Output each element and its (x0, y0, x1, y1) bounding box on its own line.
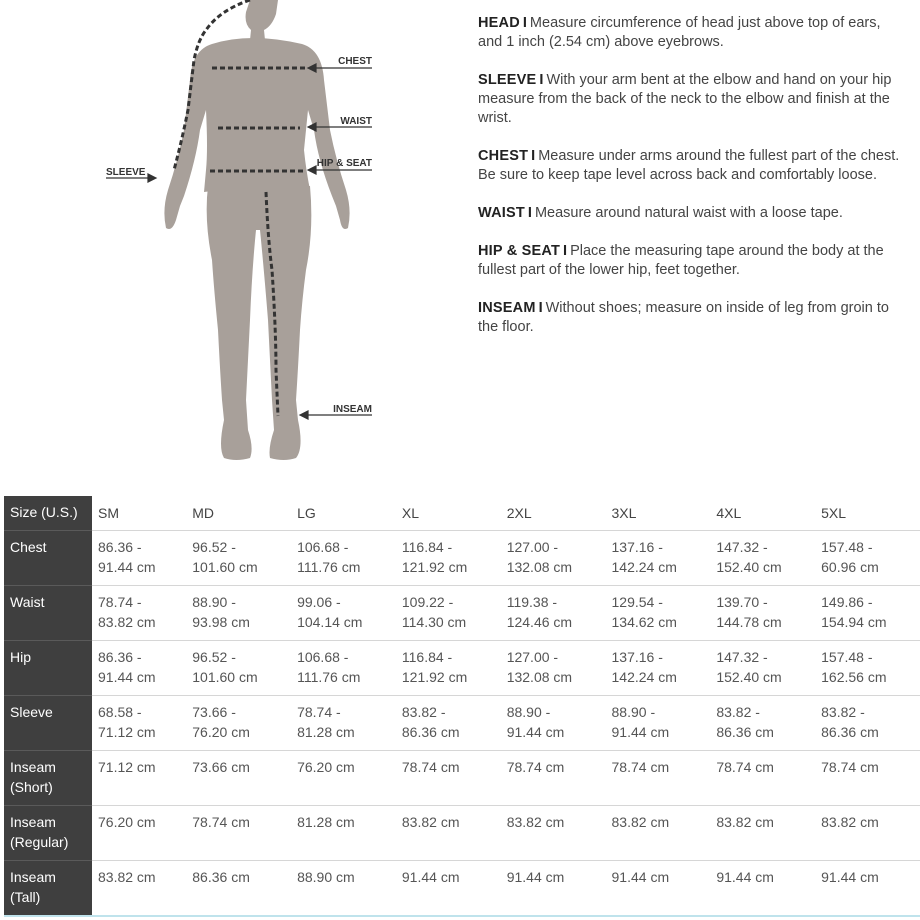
cell-line: 83.82 cm (98, 614, 156, 630)
cell-line: 121.92 cm (401, 669, 468, 685)
cell-line: 149.86 - (821, 594, 873, 610)
table-cell (815, 586, 920, 641)
cell-line: 154.94 cm (821, 614, 887, 630)
cell-line: 91.44 cm (821, 869, 879, 885)
table-cell (291, 696, 396, 751)
cell-line: 147.32 - (716, 649, 768, 665)
cell-line: 91.44 cm (506, 724, 565, 740)
table-row (4, 696, 920, 751)
instruction-separator: I (527, 205, 532, 221)
table-cell (501, 641, 606, 696)
instruction-title: HIP & SEAT (478, 243, 561, 259)
cell-line: 71.12 cm (98, 759, 156, 775)
cell-line: 86.36 cm (401, 724, 460, 740)
instruction-separator: I (563, 243, 568, 259)
hip-seat-label: HIP & SEAT (316, 158, 372, 169)
cell-line: 86.36 cm (192, 869, 250, 885)
cell-line: 127.00 - (506, 649, 559, 665)
cell-line: 119.38 - (506, 594, 558, 610)
cell-line: 81.28 cm (297, 724, 355, 740)
instruction-chest (478, 147, 908, 185)
size-header-5xl: 5XL (815, 496, 920, 531)
cell-line: 78.74 cm (192, 814, 250, 830)
row-label-line: (Tall) (10, 889, 41, 905)
row-label-line: Inseam (10, 814, 56, 830)
cell-line: 86.36 cm (821, 724, 879, 740)
cell-line: 83.82 cm (716, 814, 774, 830)
cell-line: 86.36 - (98, 539, 142, 555)
table-cell (815, 641, 920, 696)
table-row (4, 586, 920, 641)
cell-line: 93.98 cm (192, 614, 250, 630)
size-header-2xl: 2XL (501, 496, 606, 531)
table-cell (92, 751, 186, 806)
cell-line: 83.82 - (401, 704, 446, 720)
cell-line: 81.28 cm (297, 814, 355, 830)
cell-line: 157.48 - (821, 649, 873, 665)
table-cell (710, 751, 815, 806)
size-header-row (4, 496, 920, 531)
cell-line: 91.44 cm (98, 669, 156, 685)
row-label-line: (Short) (10, 779, 53, 795)
cell-line: 134.62 cm (611, 614, 677, 630)
cell-line: 76.20 cm (98, 814, 156, 830)
instruction-title: WAIST (478, 205, 525, 221)
cell-line: 88.90 - (611, 704, 656, 720)
table-cell (710, 641, 815, 696)
table-cell (606, 641, 711, 696)
table-cell (396, 641, 501, 696)
row-label (4, 531, 92, 586)
cell-line: 99.06 - (297, 594, 341, 610)
table-cell (501, 861, 606, 916)
instruction-separator: I (531, 148, 536, 164)
row-label (4, 861, 92, 916)
cell-line: 96.52 - (192, 649, 236, 665)
table-cell (291, 751, 396, 806)
cell-line: 121.92 cm (401, 559, 468, 575)
row-label-line: Inseam (10, 759, 56, 775)
waist-label: WAIST (340, 116, 372, 127)
cell-line: 83.82 cm (821, 814, 879, 830)
instruction-title: CHEST (478, 148, 529, 164)
cell-line: 91.44 cm (716, 869, 774, 885)
instruction-text: Measure under arms around the fullest part of the chest. Be sure to keep tape level across back and comfortably loose. (478, 148, 900, 183)
table-cell (92, 641, 186, 696)
table-cell (396, 751, 501, 806)
row-label (4, 806, 92, 861)
size-header-md: MD (186, 496, 291, 531)
cell-line: 137.16 - (611, 649, 663, 665)
table-cell (501, 806, 606, 861)
table-cell (186, 696, 291, 751)
table-cell (186, 751, 291, 806)
table-cell (291, 586, 396, 641)
row-label-line: (Regular) (10, 834, 69, 850)
size-chart-table (4, 496, 920, 917)
table-cell (710, 531, 815, 586)
cell-line: 139.70 - (716, 594, 768, 610)
table-cell (396, 531, 501, 586)
table-cell (291, 531, 396, 586)
cell-line: 86.36 - (98, 649, 142, 665)
instruction-text: Place the measuring tape around the body at the fullest part of the lower hip, feet together. (478, 243, 884, 278)
table-cell (606, 806, 711, 861)
table-cell (92, 696, 186, 751)
cell-line: 73.66 cm (192, 759, 250, 775)
body-measurement-figure (100, 0, 390, 470)
instruction-title: SLEEVE (478, 72, 537, 88)
table-cell (815, 751, 920, 806)
cell-line: 111.76 cm (297, 559, 361, 575)
cell-line: 71.12 cm (98, 724, 156, 740)
row-label-line: Hip (10, 649, 32, 665)
table-cell (92, 531, 186, 586)
instruction-separator: I (539, 72, 544, 88)
cell-line: 152.40 cm (716, 559, 782, 575)
cell-line: 91.44 cm (611, 869, 670, 885)
cell-line: 129.54 - (611, 594, 663, 610)
table-cell (396, 586, 501, 641)
cell-line: 78.74 - (297, 704, 341, 720)
cell-line: 142.24 cm (611, 669, 677, 685)
hip-arrowhead (308, 166, 316, 174)
table-row (4, 751, 920, 806)
table-row (4, 531, 920, 586)
table-cell (501, 531, 606, 586)
table-cell (815, 806, 920, 861)
table-cell (92, 586, 186, 641)
inseam-arrowhead (300, 411, 308, 419)
table-cell (710, 806, 815, 861)
cell-line: 83.82 cm (611, 814, 670, 830)
instruction-text: With your arm bent at the elbow and hand on your hip measure from the back of the neck to the elbow and finish at the wrist. (478, 72, 892, 126)
cell-line: 83.82 - (821, 704, 865, 720)
instruction-text: Measure circumference of head just above top of ears, and 1 inch (2.54 cm) above eyebrows. (478, 15, 881, 50)
table-cell (396, 696, 501, 751)
table-cell (291, 861, 396, 916)
cell-line: 127.00 - (506, 539, 559, 555)
row-label-line: Inseam (10, 869, 56, 885)
cell-line: 144.78 cm (716, 614, 782, 630)
cell-line: 104.14 cm (297, 614, 363, 630)
table-cell (710, 861, 815, 916)
table-cell (606, 751, 711, 806)
cell-line: 68.58 - (98, 704, 142, 720)
cell-line: 147.32 - (716, 539, 768, 555)
table-cell (186, 641, 291, 696)
body-silhouette-illustration (100, 0, 390, 470)
cell-line: 106.68 - (297, 539, 349, 555)
cell-line: 88.90 - (192, 594, 236, 610)
sleeve-arrowhead (148, 174, 156, 182)
table-cell (186, 531, 291, 586)
instruction-separator: I (522, 15, 527, 31)
cell-line: 142.24 cm (611, 559, 677, 575)
instruction-inseam (478, 299, 908, 337)
table-cell (186, 806, 291, 861)
size-header-lg: LG (291, 496, 396, 531)
size-header-3xl: 3XL (606, 496, 711, 531)
cell-line: 88.90 - (506, 704, 551, 720)
cell-line: 132.08 cm (506, 559, 573, 575)
table-cell (92, 806, 186, 861)
row-label (4, 641, 92, 696)
table-cell (606, 586, 711, 641)
cell-line: 76.20 cm (192, 724, 250, 740)
cell-line: 132.08 cm (506, 669, 573, 685)
cell-line: 106.68 - (297, 649, 349, 665)
table-cell (396, 861, 501, 916)
table-cell (606, 696, 711, 751)
cell-line: 91.44 cm (401, 869, 460, 885)
inseam-label: INSEAM (333, 404, 372, 415)
row-label (4, 586, 92, 641)
table-cell (501, 751, 606, 806)
cell-line: 88.90 cm (297, 869, 355, 885)
table-cell (815, 531, 920, 586)
size-corner-header: Size (U.S.) (4, 496, 92, 531)
table-cell (710, 696, 815, 751)
cell-line: 152.40 cm (716, 669, 782, 685)
table-row (4, 861, 920, 916)
table-row (4, 641, 920, 696)
cell-line: 101.60 cm (192, 669, 258, 685)
table-cell (291, 641, 396, 696)
cell-line: 109.22 - (401, 594, 454, 610)
cell-line: 114.30 cm (401, 614, 467, 630)
instruction-waist (478, 204, 908, 223)
row-label-line: Waist (10, 594, 45, 610)
table-cell (186, 861, 291, 916)
table-cell (186, 586, 291, 641)
cell-line: 83.82 cm (98, 869, 156, 885)
cell-line: 96.52 - (192, 539, 236, 555)
cell-line: 83.82 cm (401, 814, 460, 830)
cell-line: 76.20 cm (297, 759, 355, 775)
cell-line: 78.74 cm (401, 759, 460, 775)
size-header-4xl: 4XL (710, 496, 815, 531)
cell-line: 86.36 cm (716, 724, 774, 740)
table-cell (606, 861, 711, 916)
cell-line: 78.74 cm (821, 759, 879, 775)
instruction-hip-seat (478, 242, 908, 280)
instruction-text: Measure around natural waist with a loose tape. (534, 205, 843, 221)
cell-line: 91.44 cm (506, 869, 565, 885)
cell-line: 116.84 - (401, 649, 453, 665)
instruction-separator: I (538, 300, 543, 316)
table-cell (501, 696, 606, 751)
sleeve-label: SLEEVE (106, 167, 146, 178)
cell-line: 78.74 cm (506, 759, 565, 775)
instruction-text: Without shoes; measure on inside of leg from groin to the floor. (478, 300, 889, 335)
size-header-sm: SM (92, 496, 186, 531)
chest-label: CHEST (338, 56, 372, 67)
cell-line: 60.96 cm (821, 559, 879, 575)
cell-line: 101.60 cm (192, 559, 258, 575)
cell-line: 78.74 cm (716, 759, 774, 775)
cell-line: 91.44 cm (611, 724, 670, 740)
cell-line: 124.46 cm (506, 614, 573, 630)
table-cell (815, 696, 920, 751)
size-header-xl: XL (396, 496, 501, 531)
table-cell (396, 806, 501, 861)
instruction-head (478, 14, 908, 52)
table-cell (92, 861, 186, 916)
instruction-title: INSEAM (478, 300, 536, 316)
cell-line: 116.84 - (401, 539, 453, 555)
size-chart-body (4, 531, 920, 916)
table-row (4, 806, 920, 861)
row-label (4, 696, 92, 751)
row-label-line: Sleeve (10, 704, 53, 720)
table-cell (501, 586, 606, 641)
table-cell (815, 861, 920, 916)
cell-line: 111.76 cm (297, 669, 361, 685)
instruction-title: HEAD (478, 15, 520, 31)
table-cell (291, 806, 396, 861)
cell-line: 137.16 - (611, 539, 663, 555)
cell-line: 83.82 cm (506, 814, 565, 830)
instruction-sleeve (478, 71, 908, 128)
cell-line: 78.74 cm (611, 759, 670, 775)
table-cell (606, 531, 711, 586)
cell-line: 157.48 - (821, 539, 873, 555)
row-label-line: Chest (10, 539, 47, 555)
cell-line: 73.66 - (192, 704, 236, 720)
table-cell (710, 586, 815, 641)
cell-line: 83.82 - (716, 704, 760, 720)
row-label (4, 751, 92, 806)
cell-line: 162.56 cm (821, 669, 887, 685)
cell-line: 91.44 cm (98, 559, 156, 575)
cell-line: 78.74 - (98, 594, 142, 610)
waist-arrowhead (308, 123, 316, 131)
measurement-instructions (478, 14, 908, 356)
